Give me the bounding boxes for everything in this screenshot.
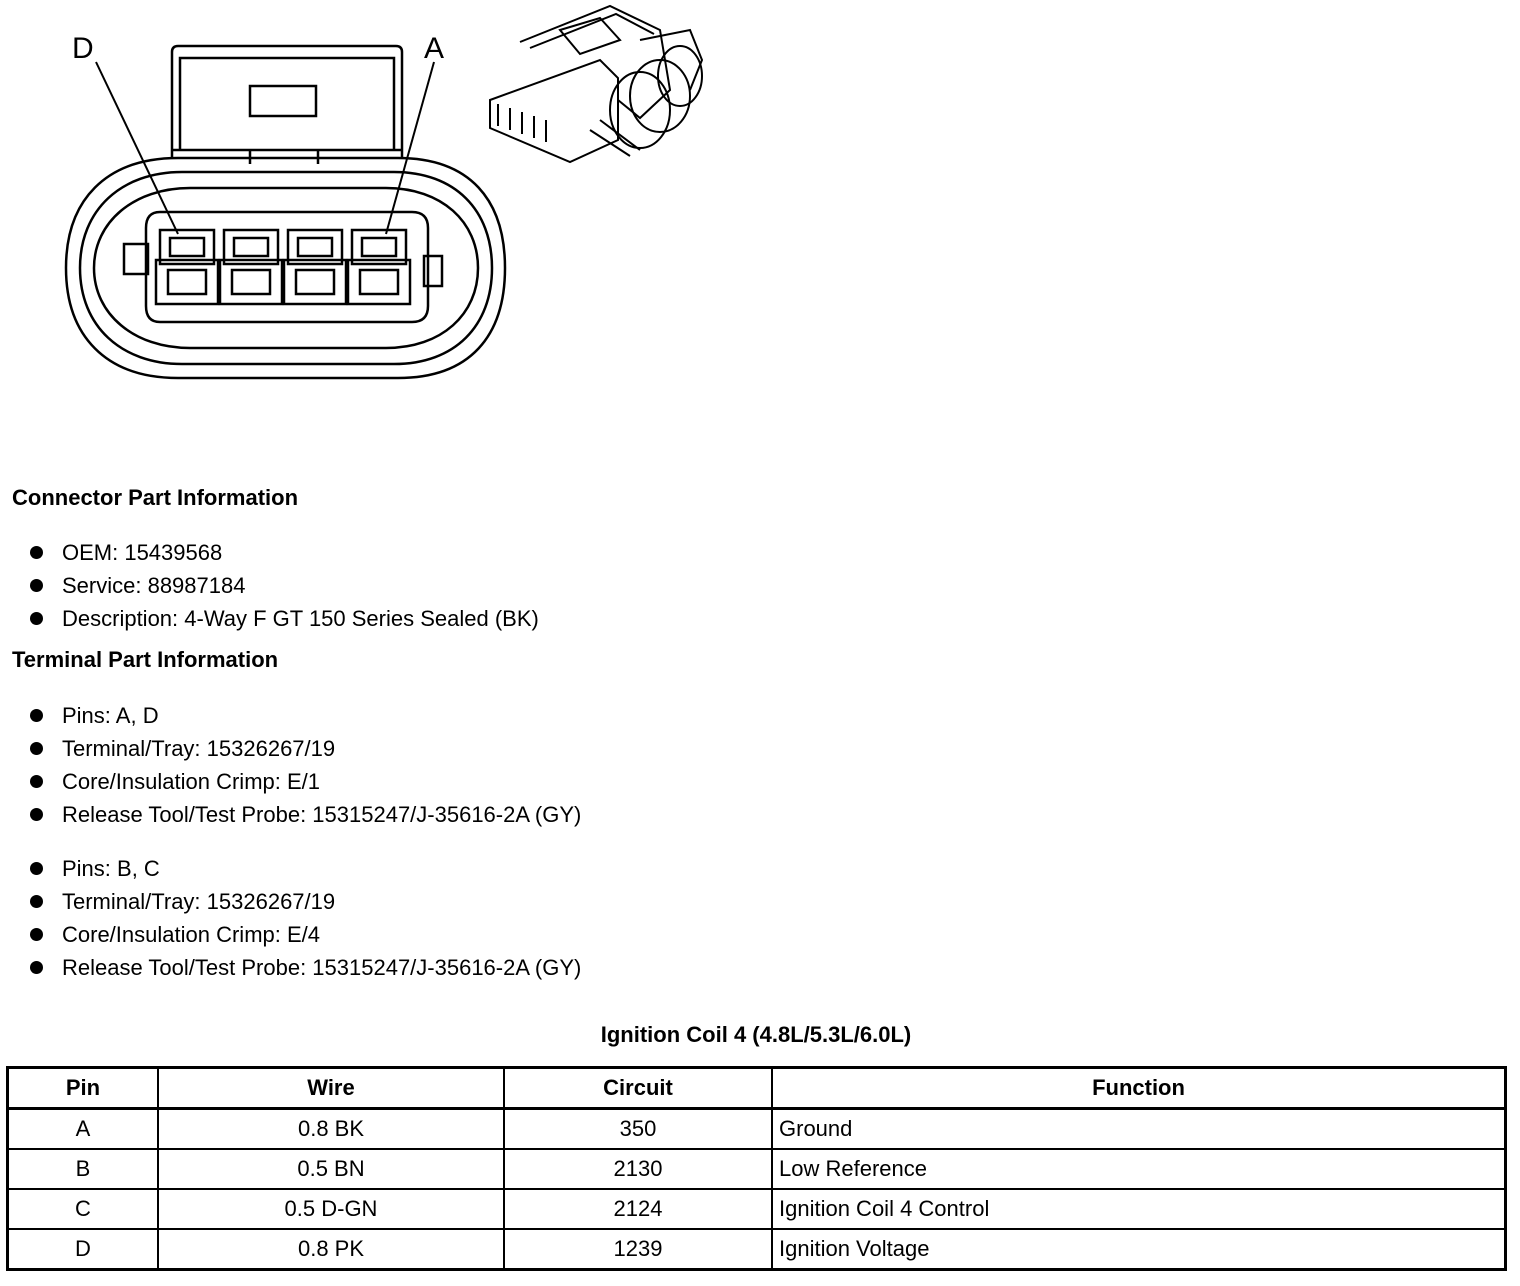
table-row (8, 1109, 1506, 1150)
cell-function: Ignition Voltage (772, 1229, 1506, 1270)
cell-pin: A (8, 1109, 159, 1150)
cell-wire: 0.5 D-GN (158, 1189, 504, 1229)
connector-diagram (0, 0, 760, 420)
list-item: Release Tool/Test Probe: 15315247/J-35616-2A (GY) (28, 798, 581, 831)
header-pin: Pin (8, 1068, 159, 1109)
connector-face-view (66, 46, 505, 378)
list-item: Terminal/Tray: 15326267/19 (28, 732, 581, 765)
list-item: OEM: 15439568 (28, 536, 539, 569)
list-item: Pins: B, C (28, 852, 581, 885)
cell-circuit: 2124 (504, 1189, 772, 1229)
table-header-row (8, 1068, 1506, 1109)
cell-wire: 0.8 PK (158, 1229, 504, 1270)
connector-section-title: Connector Part Information (12, 485, 299, 510)
cell-pin: C (8, 1189, 159, 1229)
list-item: Description: 4-Way F GT 150 Series Sealed (BK) (28, 602, 539, 635)
cell-circuit: 350 (504, 1109, 772, 1150)
list-item: Core/Insulation Crimp: E/1 (28, 765, 581, 798)
list-item: Release Tool/Test Probe: 15315247/J-35616-2A (GY) (28, 951, 581, 984)
cell-circuit: 1239 (504, 1229, 772, 1270)
table-row (8, 1149, 1506, 1189)
list-item: Terminal/Tray: 15326267/19 (28, 885, 581, 918)
header-circuit: Circuit (504, 1068, 772, 1109)
terminal-info-list-2 (28, 852, 581, 984)
terminal-section-title: Terminal Part Information (12, 647, 279, 672)
cell-pin: D (8, 1229, 159, 1270)
connector-info-list (28, 536, 539, 635)
header-wire: Wire (158, 1068, 504, 1109)
pin-label-a: A (424, 32, 445, 65)
terminal-info-list-1 (28, 699, 581, 831)
table-row (8, 1229, 1506, 1270)
table-caption: Ignition Coil 4 (4.8L/5.3L/6.0L) (600, 1022, 912, 1047)
cell-circuit: 2130 (504, 1149, 772, 1189)
list-item: Service: 88987184 (28, 569, 539, 602)
header-function: Function (772, 1068, 1506, 1109)
connector-perspective-view (490, 6, 702, 162)
table-row (8, 1189, 1506, 1229)
cell-pin: B (8, 1149, 159, 1189)
pinout-table (6, 1066, 1507, 1271)
list-item: Core/Insulation Crimp: E/4 (28, 918, 581, 951)
pin-label-d: D (72, 32, 94, 65)
cell-wire: 0.8 BK (158, 1109, 504, 1150)
cell-function: Ground (772, 1109, 1506, 1150)
list-item: Pins: A, D (28, 699, 581, 732)
cell-wire: 0.5 BN (158, 1149, 504, 1189)
cell-function: Low Reference (772, 1149, 1506, 1189)
cell-function: Ignition Coil 4 Control (772, 1189, 1506, 1229)
